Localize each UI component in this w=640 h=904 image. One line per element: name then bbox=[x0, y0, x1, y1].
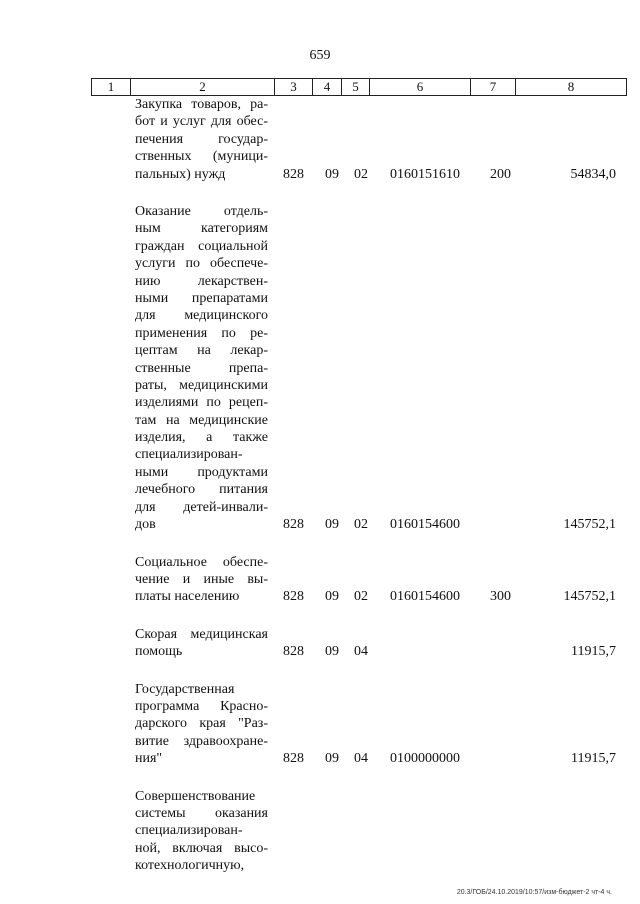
cell-col-6: 0160154600 bbox=[390, 589, 460, 605]
description-line: раты, медицинскими bbox=[135, 377, 268, 393]
description-line: ной, включая высо- bbox=[135, 840, 268, 856]
cell-col-7: 300 bbox=[490, 589, 511, 605]
cell-col-8: 145752,1 bbox=[563, 589, 616, 605]
description-line: дов bbox=[135, 517, 156, 533]
description-line: чение и иные вы- bbox=[135, 571, 268, 587]
cell-col-4: 09 bbox=[325, 751, 339, 767]
description-line: лечебного питания bbox=[135, 482, 268, 498]
column-header-7: 7 bbox=[471, 79, 516, 96]
row-description bbox=[135, 788, 268, 875]
cell-col-8: 11915,7 bbox=[571, 751, 616, 767]
description-line: для медицинского bbox=[135, 308, 268, 324]
cell-col-4: 09 bbox=[325, 166, 339, 182]
description-line: Скорая медицинская bbox=[135, 626, 268, 642]
description-line: ным категориям bbox=[135, 221, 268, 237]
table-row bbox=[0, 96, 640, 183]
table-body bbox=[0, 96, 640, 895]
column-header-4: 4 bbox=[313, 79, 342, 96]
description-line: изделиями по рецеп- bbox=[135, 395, 268, 411]
cell-col-5: 04 bbox=[354, 644, 368, 660]
description-line: Оказание отдель- bbox=[135, 204, 268, 219]
description-line: системы оказания bbox=[135, 805, 268, 821]
column-header-2: 2 bbox=[131, 79, 275, 96]
description-line: услуги по обеспече- bbox=[135, 256, 268, 272]
cell-col-8: 54834,0 bbox=[570, 166, 616, 182]
description-line: пальных) нужд bbox=[135, 166, 226, 182]
cell-col-4: 09 bbox=[325, 589, 339, 605]
column-header-5: 5 bbox=[342, 79, 370, 96]
cell-col-6: 0100000000 bbox=[390, 751, 460, 767]
description-line: ния" bbox=[135, 751, 163, 767]
cell-col-7: 200 bbox=[490, 166, 511, 182]
description-line: Совершенствование bbox=[135, 788, 256, 804]
column-header-3: 3 bbox=[275, 79, 313, 96]
row-description bbox=[135, 626, 268, 661]
cell-col-8: 11915,7 bbox=[571, 644, 616, 660]
description-line: Закупка товаров, ра- bbox=[135, 97, 268, 112]
table-row bbox=[0, 626, 640, 661]
description-line: ными продуктами bbox=[135, 464, 268, 480]
description-line: бот и услуг для обес- bbox=[135, 114, 268, 130]
cell-col-5: 02 bbox=[354, 517, 368, 533]
table-row bbox=[0, 554, 640, 606]
description-line: ственные препа- bbox=[135, 360, 268, 376]
row-description bbox=[135, 203, 268, 533]
description-line: нию лекарствен- bbox=[135, 273, 268, 289]
cell-col-5: 02 bbox=[354, 166, 368, 182]
cell-col-3: 828 bbox=[283, 166, 304, 182]
description-line: программа Красно- bbox=[135, 698, 268, 714]
description-line: котехнологичную, bbox=[135, 858, 245, 874]
cell-col-3: 828 bbox=[283, 751, 304, 767]
description-line: Государственная bbox=[135, 681, 235, 697]
description-line: ственных (муници- bbox=[135, 149, 268, 165]
description-line: цептам на лекар- bbox=[135, 343, 268, 359]
description-line: платы населению bbox=[135, 589, 240, 605]
cell-col-4: 09 bbox=[325, 517, 339, 533]
description-line: специализирован- bbox=[135, 823, 243, 839]
description-line: граждан социальной bbox=[135, 238, 268, 254]
cell-col-4: 09 bbox=[325, 644, 339, 660]
table-row bbox=[0, 788, 640, 875]
row-description bbox=[135, 554, 268, 606]
column-header-row bbox=[92, 79, 627, 96]
description-line: специализирован- bbox=[135, 447, 243, 463]
description-line: дарского края "Раз- bbox=[135, 716, 268, 732]
column-header-6: 6 bbox=[370, 79, 471, 96]
description-line: для детей-инвали- bbox=[135, 499, 268, 515]
document-footer: 20.3/ГОБ/24.10.2019/10:57/изм-бюджет-2 чт-4 ч. bbox=[456, 889, 612, 896]
row-description bbox=[135, 681, 268, 768]
cell-col-6: 0160151610 bbox=[390, 166, 460, 182]
cell-col-6: 0160154600 bbox=[390, 517, 460, 533]
cell-col-3: 828 bbox=[283, 589, 304, 605]
column-header-1: 1 bbox=[92, 79, 131, 96]
cell-col-3: 828 bbox=[283, 644, 304, 660]
page-number: 659 bbox=[309, 48, 331, 63]
cell-col-5: 04 bbox=[354, 751, 368, 767]
column-header-8: 8 bbox=[516, 79, 627, 96]
description-line: там на медицинские bbox=[135, 412, 268, 428]
table-row bbox=[0, 203, 640, 534]
row-description bbox=[135, 96, 268, 183]
description-line: применения по ре- bbox=[135, 325, 268, 341]
description-line: витие здравоохране- bbox=[135, 733, 268, 749]
description-line: помощь bbox=[135, 644, 183, 660]
description-line: изделия, а также bbox=[135, 430, 268, 446]
cell-col-8: 145752,1 bbox=[563, 517, 616, 533]
column-header-table bbox=[91, 78, 627, 96]
table-row bbox=[0, 681, 640, 768]
cell-col-5: 02 bbox=[354, 589, 368, 605]
description-line: Социальное обеспе- bbox=[135, 554, 268, 570]
description-line: печения государ- bbox=[135, 131, 268, 147]
description-line: ными препаратами bbox=[135, 290, 268, 306]
cell-col-3: 828 bbox=[283, 517, 304, 533]
